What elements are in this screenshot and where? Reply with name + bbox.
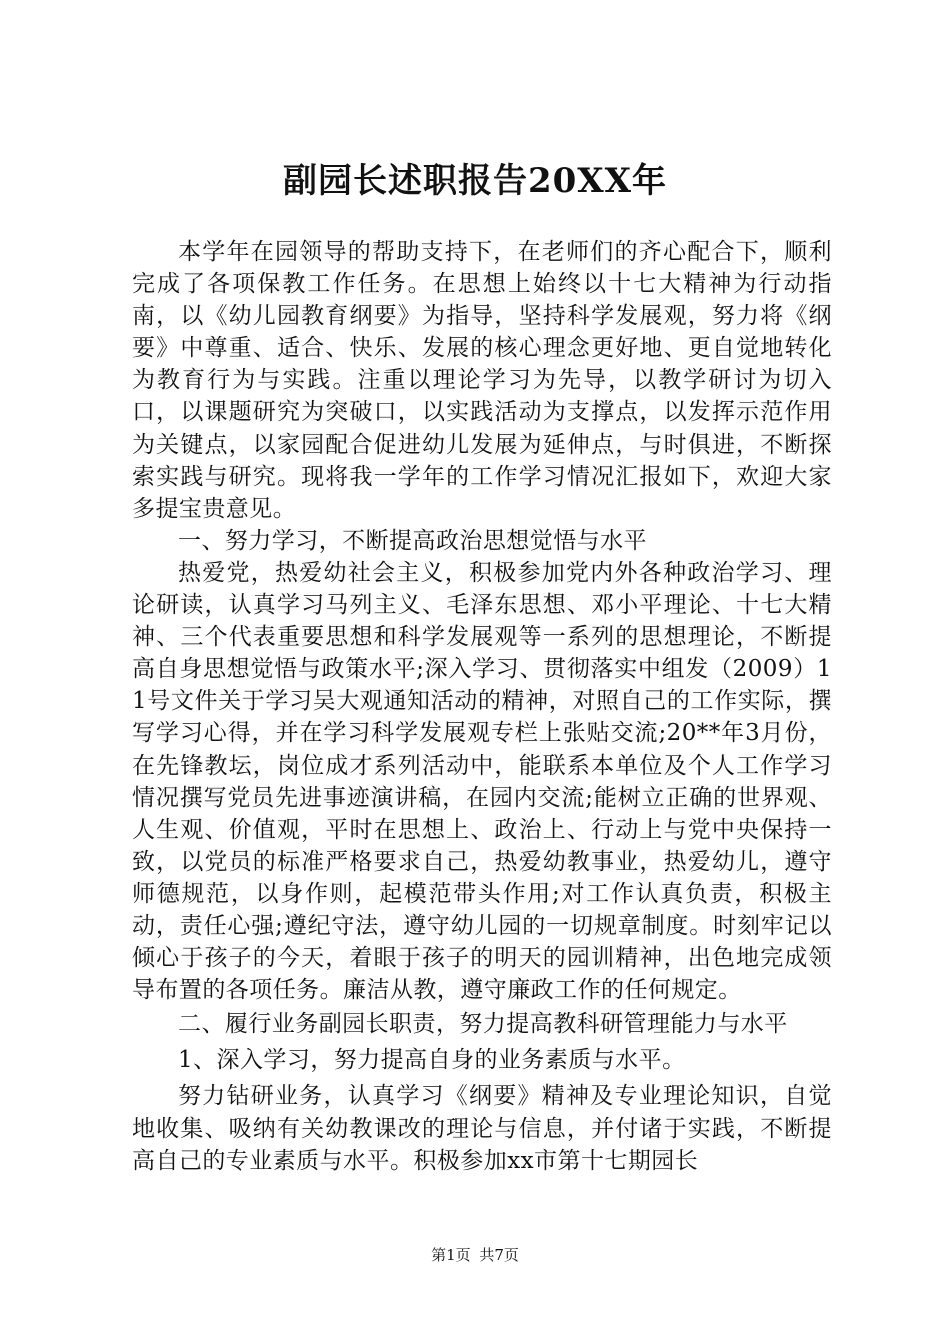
page-footer [0,1244,950,1265]
intro-paragraph: 本学年在园领导的帮助支持下，在老师们的齐心配合下，顺利完成了各项保教工作任务。在思想上始终以十七大精神为行动指南，以《幼儿园教育纲要》为指导，坚持科学发展观，努力将《纲要》中尊重、适合、快乐、发展的核心理念更好地、更自觉地转化为教育行为与实践。注重以理论学习为先导，以教学研讨为切入口，以课题研究为突破口，以实践活动为支撑点，以发挥示范作用为关键点，以家园配合促进幼儿发展为延伸点，与时俱进，不断探索实践与研究。现将我一学年的工作学习情况汇报如下，欢迎大家多提宝贵意见。 [132,239,832,522]
section-heading-1: 一、努力学习，不断提高政治思想觉悟与水平 [178,527,647,554]
document-title: 副园长述职报告20XX年 [282,161,668,201]
document-body [132,236,832,1177]
section-heading-2: 二、履行业务副园长职责，努力提高教科研管理能力与水平 [178,1011,788,1038]
subsection-heading-1: 1、深入学习，努力提高自身的业务素质与水平。 [178,1047,686,1074]
section-1-paragraph: 热爱党，热爱幼社会主义，积极参加党内外各种政治学习、理论研读，认真学习马列主义、毛泽东思想、邓小平理论、十七大精神、三个代表重要思想和科学发展观等一系列的思想理论，不断提高自身思想觉悟与政策水平;深入学习、贯彻落实中组发（2009）11号文件关于学习吴大观通知活动的精神，对照自己的工作实际，撰写学习心得，并在学习科学发展观专栏上张贴交流;20**年3月份，在先锋教坛，岗位成才系列活动中，能联系本单位及个人工作学习情况撰写党员先进事迹演讲稿，在园内交流;能树立正确的世界观、人生观、价值观，平时在思想上、政治上、行动上与党中央保持一致，以党员的标准严格要求自己，热爱幼教事业，热爱幼儿，遵守师德规范，以身作则，起模范带头作用;对工作认真负责，积极主动，责任心强;遵纪守法，遵守幼儿园的一切规章制度。时刻牢记以倾心于孩子的今天，着眼于孩子的明天的园训精神，出色地完成领导布置的各项任务。廉洁从教，遵守廉政工作的任何规定。 [132,559,832,1004]
subsection-1-paragraph: 努力钻研业务，认真学习《纲要》精神及专业理论知识，自觉地收集、吸纳有关幼教课改的理论与信息，并付诸于实践，不断提高自己的专业素质与水平。积极参加xx市第十七期园长 [132,1083,832,1174]
page-number: 第1页 [431,1246,471,1264]
page-total: 共7页 [479,1246,519,1264]
